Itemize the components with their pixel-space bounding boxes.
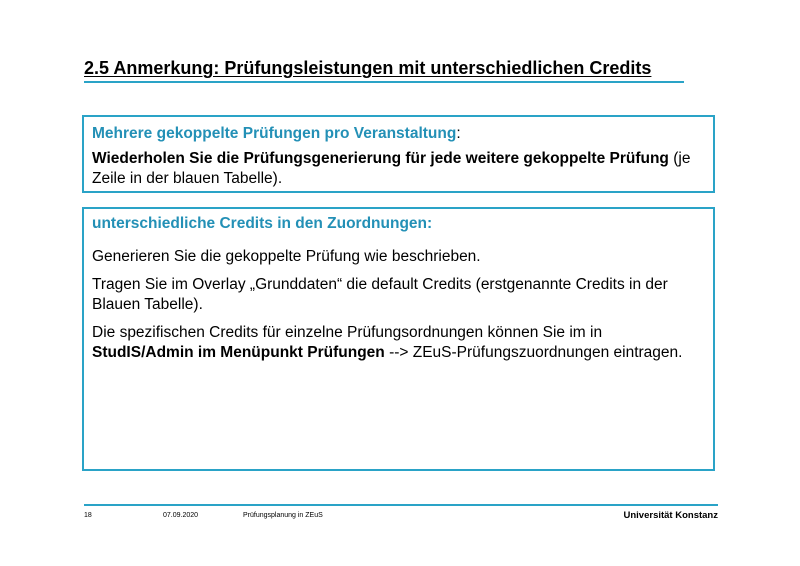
footer-university-name: Universität Konstanz xyxy=(623,510,718,521)
credits-paragraph-1: Generieren Sie die gekoppelte Prüfung wie beschrieben. xyxy=(92,248,481,265)
footer-subject: Prüfungsplanung in ZEuS xyxy=(243,512,323,519)
info-box-different-credits xyxy=(82,207,715,471)
credits-paragraph-3 xyxy=(92,323,705,363)
credits-paragraph-3-bold: StudIS/Admin im Menüpunkt Prüfungen xyxy=(92,344,385,361)
credits-box-heading: unterschiedliche Credits in den Zuordnungen: xyxy=(92,215,433,232)
credits-paragraph-3-end: --> ZEuS-Prüfungszuordnungen eintragen. xyxy=(384,344,683,361)
info-box-paragraph xyxy=(92,149,705,189)
footer-page-number: 18 xyxy=(84,512,92,519)
footer-date: 07.09.2020 xyxy=(163,512,199,519)
info-box-heading-colon: : xyxy=(456,125,461,142)
info-box-bold-text: Wiederholen Sie die Prüfungsgenerierung für jede weitere gekoppelte Prüfung xyxy=(92,150,669,167)
info-box-coupled-exams xyxy=(82,115,715,193)
footer-rule xyxy=(84,504,718,506)
title-underline-rule xyxy=(84,81,684,83)
info-box-heading-text: Mehrere gekoppelte Prüfungen pro Veranstaltung xyxy=(92,125,457,142)
info-box-normal-text: (je Zeile in der blauen Tabelle). xyxy=(92,150,691,187)
credits-paragraph-3-start: Die spezifischen Credits für einzelne Prüfungsordnungen können Sie im in xyxy=(92,324,603,341)
info-box-heading xyxy=(92,123,705,145)
slide-title: 2.5 Anmerkung: Prüfungsleistungen mit unterschiedlichen Credits xyxy=(84,58,652,78)
credits-paragraph-2: Tragen Sie im Overlay „Grunddaten“ die default Credits (erstgenannte Credits in der Blauen Tabelle). xyxy=(92,276,668,313)
